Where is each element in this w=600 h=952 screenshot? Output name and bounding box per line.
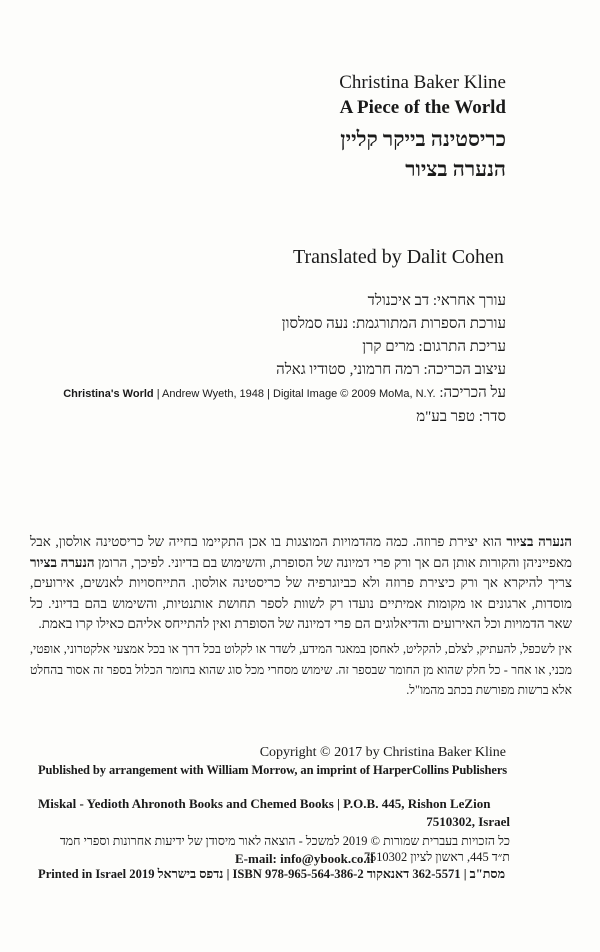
translator-credit: Translated by Dalit Cohen <box>293 246 504 268</box>
published-by-line: Published by arrangement with William Morrow, an imprint of HarperCollins Publishers <box>38 763 508 777</box>
cover-label: על הכריכה: <box>439 385 506 401</box>
fiction-disclaimer <box>30 532 572 635</box>
rights-notice: אין לשכפל, להעתיק, לצלם, להקליט, לאחסן במאגר המידע, לשדר או לקלוט בכל דרך או בכל אמצעי אלקטרוני, אופטי, מכני, או אחר - כל חלק שהוא מן החומר שבספר זה. שימוש מסחרי מכל סוג שהוא בחומר הכלול בספר זה אסור בהחלט אלא ברשות מפורשת בכתב מהמו"ל. <box>30 642 572 697</box>
printed-isbn-line: Printed in Israel 2019 נדפס בישראל | ISBN 978-965-564-386-2 מסת"ב | 362-5571 דאנאקוד <box>38 867 506 881</box>
publisher-address-line: Miskal - Yedioth Ahronoth Books and Chemed Books | P.O.B. 445, Rishon LeZion <box>38 796 491 811</box>
hebrew-rights-line: כל הזכויות בעברית שמורות © 2019 למשכל - הוצאה לאור מיסודן של ידיעות אחרונות וספרי חמד <box>59 834 510 848</box>
credit-translated-lit-editor: עורכת הספרות המתורגמת: נעה סמלסון <box>281 316 506 332</box>
credit-typesetting: סדר: טפר בע"מ <box>416 409 506 425</box>
book-title-hebrew: הנערה בציור <box>405 157 506 181</box>
credit-cover-image <box>63 382 506 406</box>
publisher-postal-code: 7510302, Israel <box>426 814 510 829</box>
publisher-email: E-mail: info@ybook.co.il <box>235 851 374 866</box>
hebrew-address-line: ת״ד 445, ראשון לציון 7510302 <box>363 850 510 864</box>
credit-editor: עורך אחראי: דב איכנולד <box>367 293 506 309</box>
credit-translation-editor: עריכת התרגום: מרים קרן <box>362 339 506 355</box>
disclaimer-text-1: הוא יצירת פרוזה. כמה מהדמויות המוצגות בו אכן התקיימו בחייה של כריסטינה אולסון, אבל מאפייניהן והקורות אותן הם אך ורק פרי דמיונה של הסופרת, והשימוש בם בדיוני. לפיכך, הרומן <box>30 534 572 570</box>
author-name-english: Christina Baker Kline <box>339 72 506 93</box>
painting-credit: | Andrew Wyeth, 1948 | Digital Image © 2009 MoMa, N.Y. <box>153 388 436 400</box>
author-name-hebrew: כריסטינה בייקר קליין <box>340 127 506 151</box>
book-title-english: A Piece of the World <box>339 97 506 118</box>
credit-cover-design: עיצוב הכריכה: רמה חרמוני, סטודיו גאלה <box>276 362 506 378</box>
painting-title: Christina's World <box>63 388 154 400</box>
disclaimer-book-title: הנערה בציור <box>506 534 572 549</box>
cover-caption <box>63 388 435 400</box>
credits-block <box>63 290 506 429</box>
copyright-line: Copyright © 2017 by Christina Baker Kline <box>259 745 506 760</box>
disclaimer-text-2: צריך להיקרא אך ורק כיצירת פרוזה ולא כביוגרפיה של כריסטינה אולסון. התייחסויות לאנשים, אירועים, מוסדות, ארגונים או מקומות אמיתיים נועדו רק לשוות לספר תחושת אותנטיות, והשימוש בהם בדיוני. כל שאר הדמויות וכל האירועים והדיאלוגים הם פרי דמיונה של הסופרת ואין להתייחס אליהם כאילו קרו באמת. <box>30 575 572 631</box>
disclaimer-book-title-2: הנערה בציור <box>30 554 95 570</box>
